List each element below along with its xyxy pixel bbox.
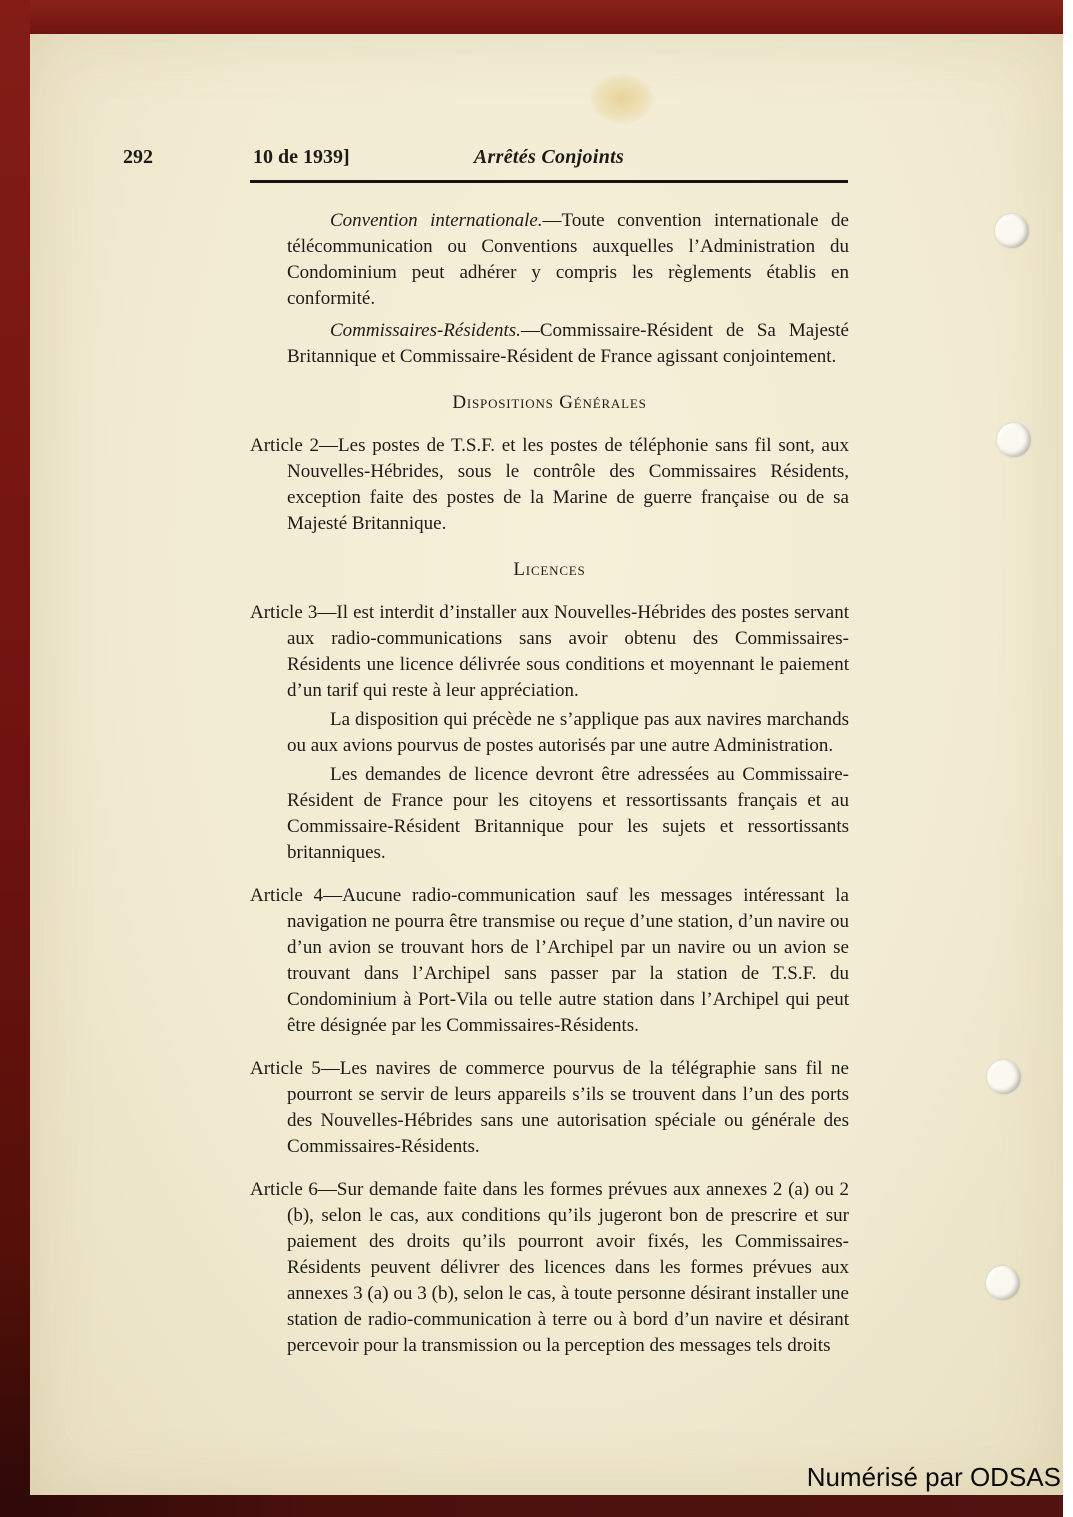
article-text: —Les navires de commerce pourvus de la télégraphie sans fil ne pourront se servir de leurs appareils s’ils se trouvent dans l’un des ports des Nouvelles-Hébrides sans une autorisation spéciale ou générale des Commissaires-Résidents. [287, 1058, 849, 1157]
article-text: —Il est interdit d’installer aux Nouvelles-Hébrides des postes servant aux radio-communications sans avoir obtenu des Commissaires-Résidents une licence délivrée sous conditions et moyennant le paiement d’un tarif qui reste à leur appréciation. [287, 602, 849, 701]
scan-edge-left [0, 0, 30, 1517]
definition-text: —Toute convention internationale de télécommunication ou Conventions auxquelles l’Administration du Condominium peut adhérer y compris les règlements établis en conformité. [287, 210, 849, 309]
odsas-watermark: Numérisé par ODSAS [806, 1462, 1061, 1492]
definition-convention-internationale [287, 208, 849, 312]
punch-hole [995, 214, 1029, 248]
document-page [30, 34, 1063, 1495]
definition-text: —Commissaire-Résident de Sa Majesté Britannique et Commissaire-Résident de France agissant conjointement. [287, 320, 849, 367]
definition-commissaires-residents [287, 318, 849, 370]
article-label: Article 5 [250, 1058, 321, 1079]
text-column [250, 208, 849, 1359]
article-label: Article 2 [250, 435, 320, 456]
article-text: —Aucune radio-communication sauf les messages intéressant la navigation ne pourra être transmise ou reçue d’une station, d’un navire ou d’un avion se trouvant hors de l’Archipel par un navire ou un avion se trouvant dans l’Archipel sans passer par la station de T.S.F. du Condominium à Port-Vila ou telle autre station dans l’Archipel qui peut être désignée par les Commissaires-Résidents. [287, 885, 849, 1036]
scan-edge-top [0, 0, 1063, 34]
article-text: —Sur demande faite dans les formes prévues aux annexes 2 (a) ou 2 (b), selon le cas, aux conditions qu’ils jugeront bon de prescrire et sur paiement des droits qu’ils pourront avoir fixés, les Commissaires-Résidents peuvent délivrer des licences dans les formes prévues aux annexes 3 (a) ou 3 (b), selon le cas, à toute personne désirant installer une station de radio-communication à terre ou à bord d’un navire et désirant percevoir pour la transmission ou la perception des messages tels droits [287, 1179, 849, 1356]
document-reference: 10 de 1939] [253, 146, 350, 168]
punch-hole [987, 1060, 1021, 1094]
punch-hole [986, 1266, 1020, 1300]
running-header [30, 146, 1063, 176]
scan-edge-bottom [0, 1495, 1063, 1517]
paper-stain [590, 74, 654, 124]
article-3-paragraph-1: La disposition qui précède ne s’applique pas aux navires marchands ou aux avions pourvus de postes autorisés par une autre Administration. [287, 709, 849, 756]
article-3-paragraph-2: Les demandes de licence devront être adressées au Commissaire-Résident de France pour les citoyens et ressortissants français et au Commissaire-Résident Britannique pour les sujets et ressortissants britanniques. [287, 764, 849, 863]
document-title: Arrêtés Conjoints [473, 146, 625, 168]
section-heading-licences: Licences [513, 559, 586, 580]
header-rule [250, 180, 848, 183]
article-5 [250, 1056, 849, 1160]
article-2 [250, 433, 849, 537]
article-6 [250, 1177, 849, 1359]
page-number: 292 [123, 146, 153, 168]
section-heading-dispositions-generales: Dispositions Générales [452, 392, 647, 413]
definition-term: Convention internationale. [330, 210, 543, 231]
article-label: Article 6 [250, 1179, 318, 1200]
definition-term: Commissaires-Résidents. [330, 320, 521, 341]
article-label: Article 3 [250, 602, 318, 623]
article-text: —Les postes de T.S.F. et les postes de téléphonie sans fil sont, aux Nouvelles-Hébrides, sous le contrôle des Commissaires Résidents, exception faite des postes de la Marine de guerre française ou de sa Majesté Britannique. [287, 435, 849, 534]
article-3 [250, 600, 849, 704]
punch-hole [997, 423, 1031, 457]
article-label: Article 4 [250, 885, 324, 906]
article-4 [250, 883, 849, 1039]
